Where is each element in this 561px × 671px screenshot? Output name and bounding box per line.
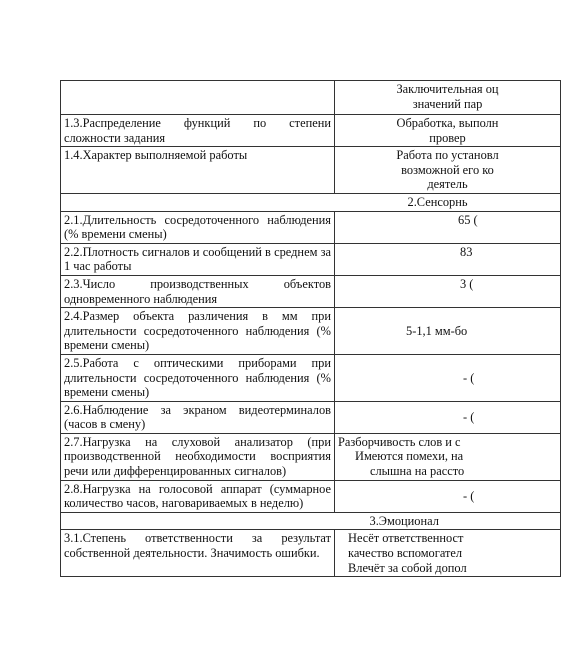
table-header-row [61, 81, 561, 115]
value-line: качество вспомогател [348, 546, 463, 561]
row-label-cell: 2.1.Длительность сосредоточенного наблюдения (% времени смены) [61, 211, 335, 243]
working-conditions-table [60, 80, 561, 577]
value-line: - ( [463, 488, 475, 503]
section-title [335, 193, 561, 211]
value-line: возможной его ко [401, 162, 494, 177]
section-title [335, 512, 561, 530]
section-header-row [61, 193, 561, 211]
header-right-cell [335, 81, 561, 115]
value-line: Несёт ответственност [348, 531, 464, 546]
row-label-cell: 2.5.Работа с оптическими приборами при длительности сосредоточенного наблюдения (% времени смены) [61, 354, 335, 401]
value-line: 65 ( [458, 212, 478, 227]
row-value-cell [335, 433, 561, 480]
table-row [61, 147, 561, 194]
row-label-cell: 3.1.Степень ответственности за результат собственной деятельности. Значимость ошибки. [61, 530, 335, 577]
value-line: деятель [427, 177, 468, 192]
row-value-cell [335, 354, 561, 401]
row-label-cell: 2.3.Число производственных объектов одновременного наблюдения [61, 275, 335, 307]
row-label-cell: 2.2.Плотность сигналов и сообщений в среднем за 1 час работы [61, 243, 335, 275]
value-line: провер [429, 130, 466, 145]
row-value-cell [335, 308, 561, 355]
section-empty-cell [61, 512, 335, 530]
row-label-cell: 1.3.Распределение функций по степени сложности задания [61, 115, 335, 147]
value-line: 3 ( [460, 276, 474, 291]
section-title-text: 3.Эмоционал [369, 513, 439, 528]
table-row [61, 401, 561, 433]
table-row [61, 243, 561, 275]
table-row [61, 433, 561, 480]
row-value-cell [335, 480, 561, 512]
row-value-cell [335, 530, 561, 577]
value-line: - ( [463, 409, 475, 424]
row-label-cell: 2.6.Наблюдение за экраном видеотерминалов (часов в смену) [61, 401, 335, 433]
section-empty-cell [61, 193, 335, 211]
table-row [61, 275, 561, 307]
table-row [61, 354, 561, 401]
row-label-cell: 2.4.Размер объекта различения в мм при длительности сосредоточенного наблюдения (% времени смены) [61, 308, 335, 355]
table-row [61, 211, 561, 243]
row-value-cell [335, 401, 561, 433]
value-line: Работа по установл [396, 148, 499, 163]
row-value-cell [335, 243, 561, 275]
value-line: Имеются помехи, на [355, 449, 464, 464]
section-header-row [61, 512, 561, 530]
value-line: 5-1,1 мм-бо [406, 323, 468, 338]
table-row [61, 530, 561, 577]
row-label-cell: 2.8.Нагрузка на голосовой аппарат (суммарное количество часов, наговариваемых в неделю) [61, 480, 335, 512]
row-label-cell: 1.4.Характер выполняемой работы [61, 147, 335, 194]
header-line: значений пар [412, 96, 483, 111]
table-row [61, 115, 561, 147]
row-value-cell [335, 275, 561, 307]
value-line: Влечёт за собой допол [348, 560, 467, 575]
table-row [61, 308, 561, 355]
row-value-cell [335, 115, 561, 147]
value-line: 83 [460, 244, 473, 259]
value-line: Разборчивость слов и с [338, 434, 461, 449]
header-empty-cell [61, 81, 335, 115]
table-row [61, 480, 561, 512]
section-title-text: 2.Сенсорнь [407, 194, 468, 209]
value-line: - ( [463, 370, 475, 385]
header-line: Заключительная оц [396, 82, 499, 96]
row-value-cell [335, 147, 561, 194]
value-line: слышна на рассто [370, 464, 465, 479]
row-label-cell: 2.7.Нагрузка на слуховой анализатор (при производственной необходимости восприятия речи или дифференцированных сигналов) [61, 433, 335, 480]
row-value-cell [335, 211, 561, 243]
value-line: Обработка, выполн [396, 116, 499, 130]
